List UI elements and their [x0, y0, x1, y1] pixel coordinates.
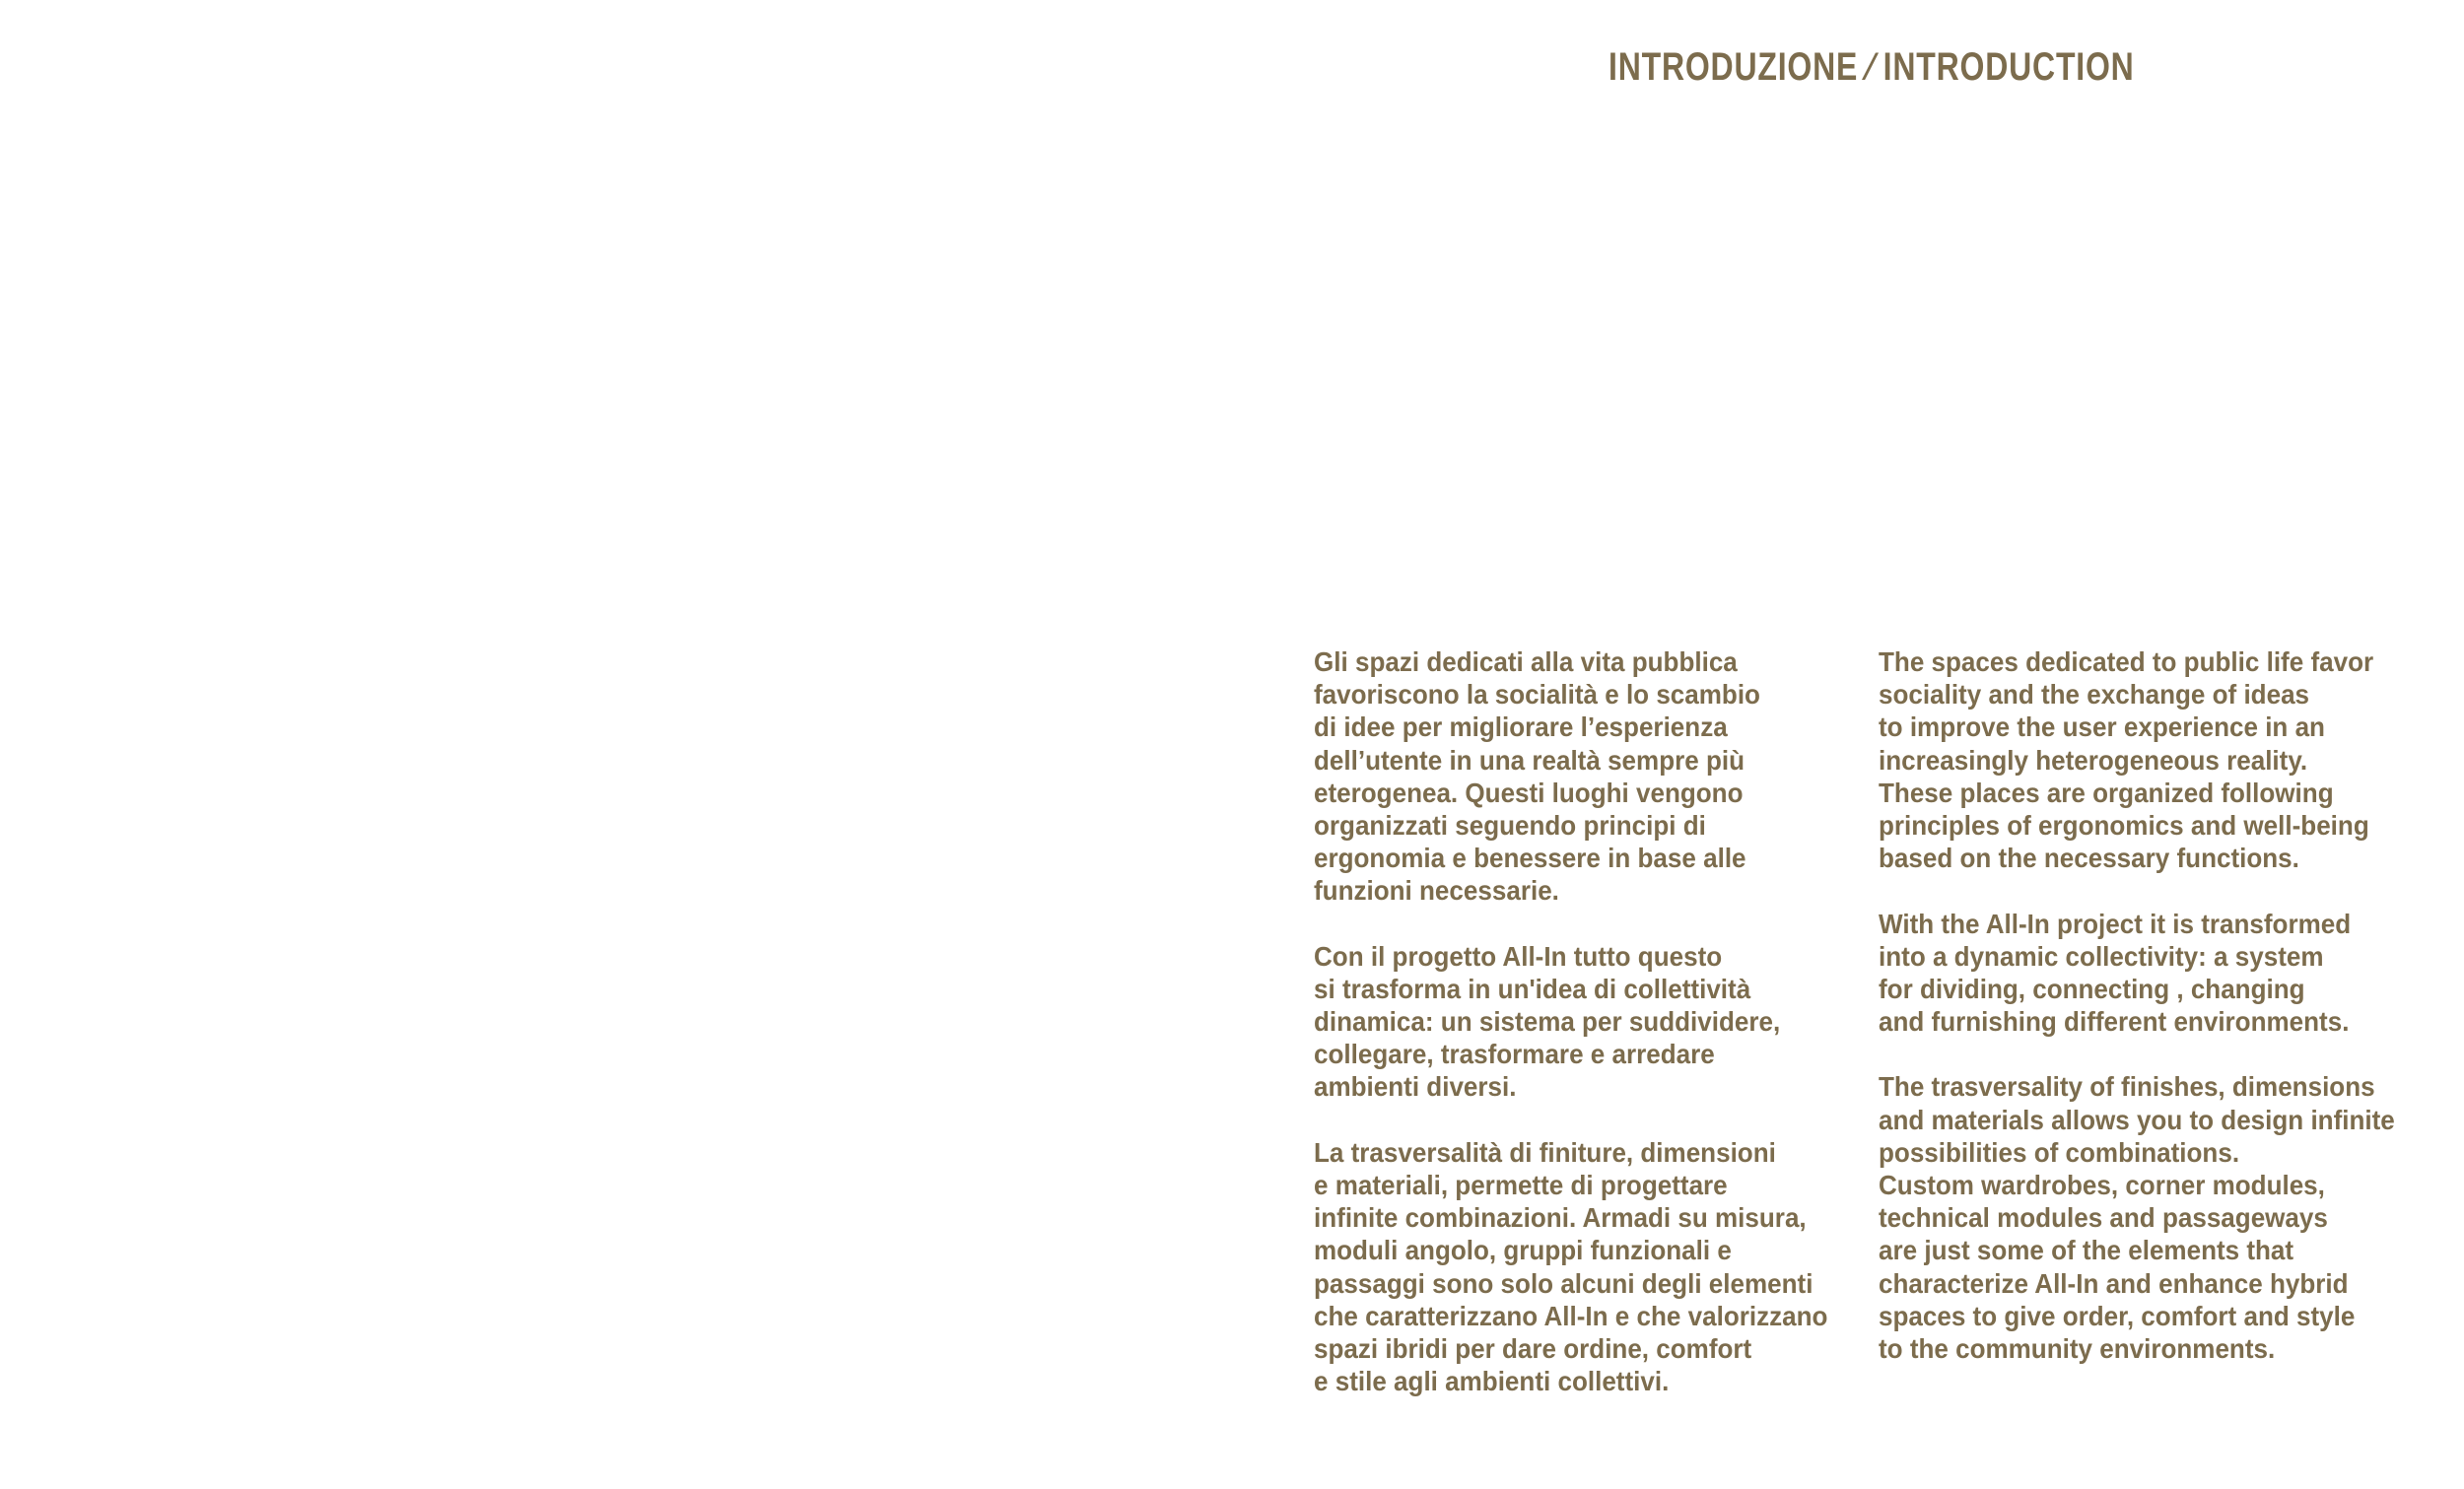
text-line: characterize All-In and enhance hybrid	[1879, 1267, 2349, 1299]
text-line: La trasversalità di finiture, dimensioni	[1314, 1136, 1776, 1168]
text-line: The spaces dedicated to public life favor	[1879, 646, 2374, 677]
text-line: ergonomia e benessere in base alle	[1314, 843, 1746, 874]
english-paragraph-1	[1879, 645, 2433, 874]
text-line: moduli angolo, gruppi funzionali e	[1314, 1235, 1732, 1266]
page-title: INTRODUZIONE ⁄ INTRODUCTION	[1608, 45, 2135, 89]
english-text-column	[1879, 645, 2433, 1365]
text-line: spaces to give order, comfort and style	[1879, 1300, 2356, 1331]
text-line: dell’utente in una realtà sempre più	[1314, 744, 1745, 776]
text-line: e materiali, permette di progettare	[1314, 1170, 1728, 1200]
text-line: spazi ibridi per dare ordine, comfort	[1314, 1332, 1752, 1364]
text-line: e stile agli ambienti collettivi.	[1314, 1366, 1670, 1397]
text-line: collegare, trasformare e arredare	[1314, 1039, 1715, 1070]
text-line: for dividing, connecting , changing	[1879, 973, 2305, 1004]
text-line: sociality and the exchange of ideas	[1879, 679, 2310, 711]
text-line: passaggi sono solo alcuni degli elementi	[1314, 1267, 1814, 1299]
text-line: With the All-In project it is transformed	[1879, 908, 2352, 939]
text-line: increasingly heterogeneous reality.	[1879, 744, 2308, 776]
text-line: are just some of the elements that	[1879, 1235, 2294, 1266]
text-line: and materials allows you to design infinite	[1879, 1104, 2395, 1135]
text-line: These places are organized following	[1879, 777, 2334, 808]
text-line: to the community environments.	[1879, 1332, 2276, 1364]
text-line: Custom wardrobes, corner modules,	[1879, 1170, 2325, 1200]
english-paragraph-2	[1879, 908, 2433, 1039]
text-line: di idee per migliorare l’esperienza	[1314, 711, 1728, 743]
text-line: and furnishing different environments.	[1879, 1006, 2350, 1038]
text-line: technical modules and passageways	[1879, 1202, 2328, 1234]
text-line: favoriscono la socialità e lo scambio	[1314, 679, 1760, 711]
italian-paragraph-3	[1314, 1136, 1867, 1398]
italian-paragraph-2	[1314, 940, 1867, 1104]
text-line: infinite combinazioni. Armadi su misura,	[1314, 1202, 1807, 1234]
italian-paragraph-1	[1314, 645, 1867, 908]
text-line: eterogenea. Questi luoghi vengono	[1314, 777, 1744, 808]
english-paragraph-3	[1879, 1070, 2433, 1365]
text-line: Gli spazi dedicati alla vita pubblica	[1314, 646, 1738, 677]
italian-text-column	[1314, 645, 1867, 1397]
text-line: into a dynamic collectivity: a system	[1879, 940, 2324, 972]
text-line: principles of ergonomics and well-being	[1879, 809, 2369, 841]
text-line: funzioni necessarie.	[1314, 875, 1559, 907]
text-line: possibilities of combinations.	[1879, 1136, 2240, 1168]
text-line: Con il progetto All-In tutto questo	[1314, 940, 1723, 972]
text-line: che caratterizzano All-In e che valorizzano	[1314, 1300, 1828, 1331]
text-line: ambienti diversi.	[1314, 1071, 1517, 1103]
text-line: dinamica: un sistema per suddividere,	[1314, 1006, 1781, 1038]
text-line: The trasversality of finishes, dimensions	[1879, 1071, 2375, 1103]
text-line: based on the necessary functions.	[1879, 843, 2299, 874]
text-line: to improve the user experience in an	[1879, 711, 2325, 743]
text-line: si trasforma in un'idea di collettività	[1314, 973, 1751, 1004]
text-line: organizzati seguendo principi di	[1314, 809, 1706, 841]
